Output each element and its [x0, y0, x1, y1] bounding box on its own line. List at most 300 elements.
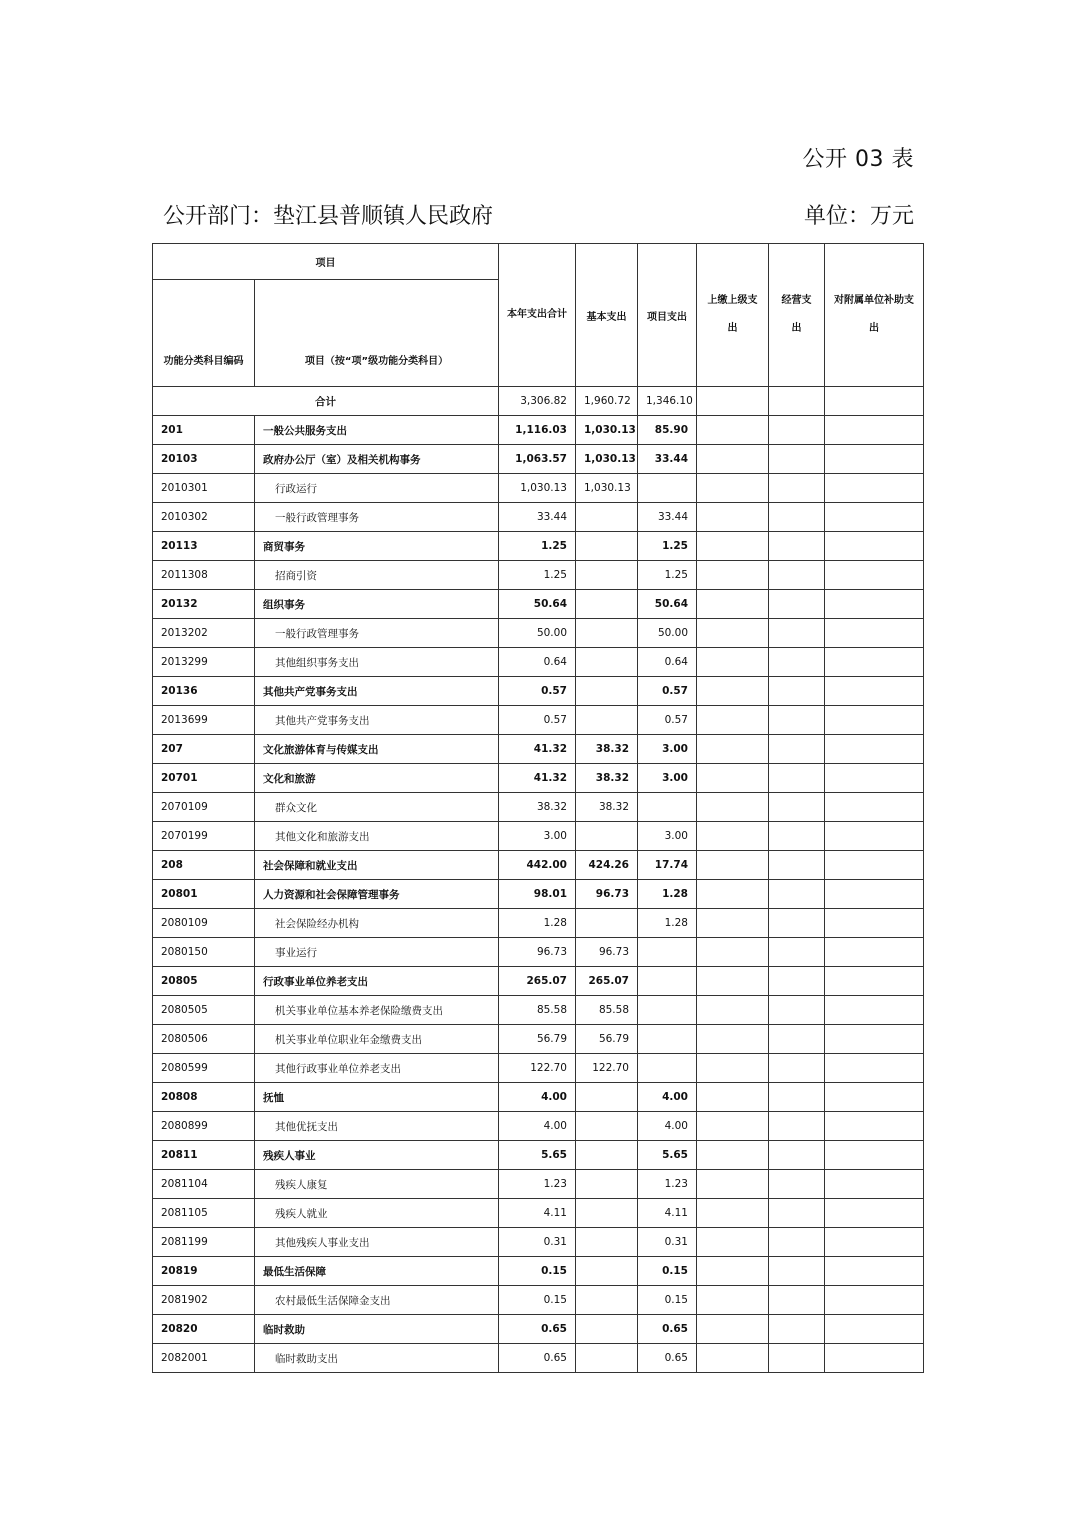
basic-cell: 1,030.13	[576, 474, 638, 503]
code-cell: 2070109	[153, 793, 255, 822]
business-cell	[769, 503, 825, 532]
business-cell	[769, 1025, 825, 1054]
name-cell: 机关事业单位基本养老保险缴费支出	[255, 996, 499, 1025]
code-cell: 2080150	[153, 938, 255, 967]
table-row	[153, 445, 924, 474]
table-row	[153, 1199, 924, 1228]
total-cell: 1.25	[499, 532, 576, 561]
table-row	[153, 793, 924, 822]
name-cell: 行政运行	[255, 474, 499, 503]
basic-cell: 38.32	[576, 793, 638, 822]
total-row	[153, 387, 924, 416]
table-row	[153, 1025, 924, 1054]
subsidy-cell	[825, 909, 924, 938]
business-cell	[769, 1112, 825, 1141]
subsidy-cell	[825, 764, 924, 793]
table-row	[153, 1083, 924, 1112]
name-cell: 文化旅游体育与传媒支出	[255, 735, 499, 764]
total-cell-business	[769, 387, 825, 416]
total-cell: 41.32	[499, 764, 576, 793]
code-cell: 20811	[153, 1141, 255, 1170]
code-cell: 20805	[153, 967, 255, 996]
subsidy-cell	[825, 1199, 924, 1228]
subsidy-cell	[825, 474, 924, 503]
header-upper: 上缴上级支出	[697, 244, 769, 387]
header-project-group: 项目	[153, 244, 499, 280]
subsidy-cell	[825, 996, 924, 1025]
table-row	[153, 1286, 924, 1315]
total-cell-upper	[697, 387, 769, 416]
project-cell	[638, 1025, 697, 1054]
business-cell	[769, 1257, 825, 1286]
basic-cell	[576, 1141, 638, 1170]
name-cell: 残疾人就业	[255, 1199, 499, 1228]
total-cell: 442.00	[499, 851, 576, 880]
business-cell	[769, 677, 825, 706]
table-row	[153, 1141, 924, 1170]
upper-cell	[697, 1112, 769, 1141]
basic-cell	[576, 1170, 638, 1199]
department-name: 公开部门：垫江县普顺镇人民政府	[163, 204, 494, 229]
basic-cell: 85.58	[576, 996, 638, 1025]
subsidy-cell	[825, 1257, 924, 1286]
name-cell: 抚恤	[255, 1083, 499, 1112]
business-cell	[769, 1170, 825, 1199]
header-business: 经营支出	[769, 244, 825, 387]
basic-cell: 1,030.13	[576, 445, 638, 474]
table-row	[153, 1315, 924, 1344]
upper-cell	[697, 503, 769, 532]
header-code: 功能分类科目编码	[153, 279, 255, 386]
subsidy-cell	[825, 1054, 924, 1083]
upper-cell	[697, 1315, 769, 1344]
business-cell	[769, 909, 825, 938]
upper-cell	[697, 967, 769, 996]
project-cell: 4.00	[638, 1112, 697, 1141]
basic-cell	[576, 532, 638, 561]
upper-cell	[697, 474, 769, 503]
subsidy-cell	[825, 735, 924, 764]
code-cell: 2010301	[153, 474, 255, 503]
upper-cell	[697, 793, 769, 822]
table-row	[153, 1112, 924, 1141]
name-cell: 其他共产党事务支出	[255, 677, 499, 706]
code-cell: 20808	[153, 1083, 255, 1112]
code-cell: 2011308	[153, 561, 255, 590]
basic-cell	[576, 503, 638, 532]
basic-cell: 38.32	[576, 735, 638, 764]
table-row	[153, 938, 924, 967]
basic-cell	[576, 1228, 638, 1257]
header-name: 项目（按“项”级功能分类科目）	[255, 279, 499, 386]
name-cell: 一般行政管理事务	[255, 503, 499, 532]
name-cell: 群众文化	[255, 793, 499, 822]
table-row	[153, 909, 924, 938]
business-cell	[769, 590, 825, 619]
basic-cell: 56.79	[576, 1025, 638, 1054]
total-cell: 0.31	[499, 1228, 576, 1257]
name-cell: 一般公共服务支出	[255, 416, 499, 445]
name-cell: 文化和旅游	[255, 764, 499, 793]
name-cell: 其他行政事业单位养老支出	[255, 1054, 499, 1083]
name-cell: 农村最低生活保障金支出	[255, 1286, 499, 1315]
business-cell	[769, 619, 825, 648]
name-cell: 其他文化和旅游支出	[255, 822, 499, 851]
basic-cell	[576, 1112, 638, 1141]
subsidy-cell	[825, 706, 924, 735]
code-cell: 207	[153, 735, 255, 764]
upper-cell	[697, 1286, 769, 1315]
upper-cell	[697, 1228, 769, 1257]
upper-cell	[697, 1025, 769, 1054]
subsidy-cell	[825, 1083, 924, 1112]
total-cell: 0.65	[499, 1315, 576, 1344]
code-cell: 20136	[153, 677, 255, 706]
total-cell-total: 3,306.82	[499, 387, 576, 416]
business-cell	[769, 1286, 825, 1315]
header-basic: 基本支出	[576, 244, 638, 387]
name-cell: 临时救助支出	[255, 1344, 499, 1373]
total-cell: 50.00	[499, 619, 576, 648]
upper-cell	[697, 1054, 769, 1083]
upper-cell	[697, 909, 769, 938]
code-cell: 2081105	[153, 1199, 255, 1228]
total-cell: 96.73	[499, 938, 576, 967]
upper-cell	[697, 996, 769, 1025]
business-cell	[769, 1141, 825, 1170]
total-cell-subsidy	[825, 387, 924, 416]
upper-cell	[697, 706, 769, 735]
project-cell: 50.00	[638, 619, 697, 648]
name-cell: 其他残疾人事业支出	[255, 1228, 499, 1257]
code-cell: 2010302	[153, 503, 255, 532]
subsidy-cell	[825, 851, 924, 880]
name-cell: 行政事业单位养老支出	[255, 967, 499, 996]
code-cell: 2013202	[153, 619, 255, 648]
table-row	[153, 590, 924, 619]
project-cell: 33.44	[638, 445, 697, 474]
upper-cell	[697, 822, 769, 851]
project-cell: 0.65	[638, 1344, 697, 1373]
business-cell	[769, 851, 825, 880]
project-cell	[638, 474, 697, 503]
business-cell	[769, 938, 825, 967]
subsidy-cell	[825, 1344, 924, 1373]
name-cell: 组织事务	[255, 590, 499, 619]
total-cell: 0.57	[499, 706, 576, 735]
subsidy-cell	[825, 880, 924, 909]
total-cell: 98.01	[499, 880, 576, 909]
basic-cell	[576, 909, 638, 938]
business-cell	[769, 1083, 825, 1112]
subsidy-cell	[825, 1141, 924, 1170]
total-cell: 4.11	[499, 1199, 576, 1228]
table-row	[153, 1257, 924, 1286]
project-cell: 1.28	[638, 909, 697, 938]
project-cell	[638, 938, 697, 967]
basic-cell	[576, 677, 638, 706]
project-cell: 0.15	[638, 1257, 697, 1286]
project-cell: 33.44	[638, 503, 697, 532]
business-cell	[769, 474, 825, 503]
basic-cell: 96.73	[576, 938, 638, 967]
subsidy-cell	[825, 416, 924, 445]
name-cell: 残疾人事业	[255, 1141, 499, 1170]
code-cell: 20820	[153, 1315, 255, 1344]
project-cell: 85.90	[638, 416, 697, 445]
basic-cell	[576, 619, 638, 648]
business-cell	[769, 996, 825, 1025]
total-cell: 1,030.13	[499, 474, 576, 503]
subsidy-cell	[825, 445, 924, 474]
business-cell	[769, 1228, 825, 1257]
code-cell: 2080899	[153, 1112, 255, 1141]
project-cell: 0.57	[638, 706, 697, 735]
basic-cell	[576, 1286, 638, 1315]
project-cell: 5.65	[638, 1141, 697, 1170]
project-cell	[638, 996, 697, 1025]
business-cell	[769, 735, 825, 764]
total-cell-basic: 1,960.72	[576, 387, 638, 416]
code-cell: 20819	[153, 1257, 255, 1286]
project-cell: 3.00	[638, 764, 697, 793]
name-cell: 人力资源和社会保障管理事务	[255, 880, 499, 909]
upper-cell	[697, 1344, 769, 1373]
table-row	[153, 822, 924, 851]
code-cell: 2080506	[153, 1025, 255, 1054]
name-cell: 招商引资	[255, 561, 499, 590]
business-cell	[769, 416, 825, 445]
code-cell: 2080505	[153, 996, 255, 1025]
total-cell: 38.32	[499, 793, 576, 822]
total-cell: 4.00	[499, 1083, 576, 1112]
subsidy-cell	[825, 1025, 924, 1054]
total-cell: 265.07	[499, 967, 576, 996]
basic-cell	[576, 1083, 638, 1112]
basic-cell: 122.70	[576, 1054, 638, 1083]
total-cell: 0.64	[499, 648, 576, 677]
project-cell: 3.00	[638, 822, 697, 851]
subsidy-cell	[825, 1286, 924, 1315]
name-cell: 事业运行	[255, 938, 499, 967]
name-cell: 机关事业单位职业年金缴费支出	[255, 1025, 499, 1054]
subsidy-cell	[825, 1112, 924, 1141]
upper-cell	[697, 764, 769, 793]
header-project: 项目支出	[638, 244, 697, 387]
project-cell: 17.74	[638, 851, 697, 880]
subsidy-cell	[825, 532, 924, 561]
table-row	[153, 880, 924, 909]
upper-cell	[697, 561, 769, 590]
project-cell	[638, 1054, 697, 1083]
total-label: 合计	[153, 387, 499, 416]
project-cell	[638, 793, 697, 822]
basic-cell	[576, 648, 638, 677]
form-number: 公开 03 表	[802, 147, 914, 172]
total-cell: 1,063.57	[499, 445, 576, 474]
name-cell: 残疾人康复	[255, 1170, 499, 1199]
upper-cell	[697, 851, 769, 880]
project-cell: 1.25	[638, 561, 697, 590]
header-subsidy: 对附属单位补助支出	[825, 244, 924, 387]
name-cell: 其他组织事务支出	[255, 648, 499, 677]
table-row	[153, 851, 924, 880]
upper-cell	[697, 1141, 769, 1170]
business-cell	[769, 793, 825, 822]
expenditure-table	[152, 243, 924, 1373]
basic-cell	[576, 1344, 638, 1373]
subsidy-cell	[825, 648, 924, 677]
business-cell	[769, 532, 825, 561]
code-cell: 2013699	[153, 706, 255, 735]
total-cell: 0.15	[499, 1286, 576, 1315]
upper-cell	[697, 1199, 769, 1228]
subsidy-cell	[825, 590, 924, 619]
upper-cell	[697, 1257, 769, 1286]
project-cell: 4.00	[638, 1083, 697, 1112]
code-cell: 2080599	[153, 1054, 255, 1083]
upper-cell	[697, 880, 769, 909]
upper-cell	[697, 1170, 769, 1199]
business-cell	[769, 1054, 825, 1083]
business-cell	[769, 967, 825, 996]
total-cell: 56.79	[499, 1025, 576, 1054]
subsidy-cell	[825, 822, 924, 851]
code-cell: 201	[153, 416, 255, 445]
table-row	[153, 416, 924, 445]
table-row	[153, 706, 924, 735]
basic-cell: 96.73	[576, 880, 638, 909]
project-cell: 50.64	[638, 590, 697, 619]
code-cell: 20103	[153, 445, 255, 474]
total-cell: 1.25	[499, 561, 576, 590]
code-cell: 2082001	[153, 1344, 255, 1373]
name-cell: 社会保障和就业支出	[255, 851, 499, 880]
business-cell	[769, 880, 825, 909]
project-cell: 0.65	[638, 1315, 697, 1344]
upper-cell	[697, 590, 769, 619]
business-cell	[769, 445, 825, 474]
subsidy-cell	[825, 793, 924, 822]
upper-cell	[697, 416, 769, 445]
table-row	[153, 735, 924, 764]
project-cell	[638, 967, 697, 996]
basic-cell	[576, 822, 638, 851]
basic-cell	[576, 590, 638, 619]
subsidy-cell	[825, 1228, 924, 1257]
total-cell: 3.00	[499, 822, 576, 851]
total-cell: 0.15	[499, 1257, 576, 1286]
subsidy-cell	[825, 938, 924, 967]
basic-cell: 424.26	[576, 851, 638, 880]
total-cell: 0.57	[499, 677, 576, 706]
name-cell: 一般行政管理事务	[255, 619, 499, 648]
basic-cell: 265.07	[576, 967, 638, 996]
project-cell: 1.25	[638, 532, 697, 561]
basic-cell	[576, 1199, 638, 1228]
code-cell: 20132	[153, 590, 255, 619]
table-row	[153, 1228, 924, 1257]
project-cell: 1.28	[638, 880, 697, 909]
name-cell: 商贸事务	[255, 532, 499, 561]
subsidy-cell	[825, 1170, 924, 1199]
project-cell: 0.15	[638, 1286, 697, 1315]
basic-cell	[576, 1315, 638, 1344]
project-cell: 0.31	[638, 1228, 697, 1257]
total-cell: 1.28	[499, 909, 576, 938]
total-cell: 122.70	[499, 1054, 576, 1083]
upper-cell	[697, 648, 769, 677]
table-row	[153, 1170, 924, 1199]
business-cell	[769, 1344, 825, 1373]
upper-cell	[697, 938, 769, 967]
header-total: 本年支出合计	[499, 244, 576, 387]
business-cell	[769, 764, 825, 793]
total-cell: 1.23	[499, 1170, 576, 1199]
project-cell: 1.23	[638, 1170, 697, 1199]
business-cell	[769, 648, 825, 677]
basic-cell	[576, 1257, 638, 1286]
subsidy-cell	[825, 503, 924, 532]
basic-cell	[576, 706, 638, 735]
name-cell: 临时救助	[255, 1315, 499, 1344]
code-cell: 2081104	[153, 1170, 255, 1199]
table-row	[153, 1054, 924, 1083]
table-row	[153, 619, 924, 648]
project-cell: 0.64	[638, 648, 697, 677]
unit-label: 单位：万元	[803, 204, 914, 229]
code-cell: 2080109	[153, 909, 255, 938]
table-row	[153, 764, 924, 793]
total-cell-project: 1,346.10	[638, 387, 697, 416]
total-cell: 33.44	[499, 503, 576, 532]
project-cell: 3.00	[638, 735, 697, 764]
basic-cell	[576, 561, 638, 590]
table-row	[153, 648, 924, 677]
total-cell: 0.65	[499, 1344, 576, 1373]
upper-cell	[697, 445, 769, 474]
upper-cell	[697, 677, 769, 706]
code-cell: 2013299	[153, 648, 255, 677]
name-cell: 其他共产党事务支出	[255, 706, 499, 735]
subsidy-cell	[825, 561, 924, 590]
total-cell: 50.64	[499, 590, 576, 619]
header-row-group	[153, 244, 924, 280]
code-cell: 2081902	[153, 1286, 255, 1315]
table-row	[153, 996, 924, 1025]
table-row	[153, 967, 924, 996]
subsidy-cell	[825, 967, 924, 996]
total-cell: 5.65	[499, 1141, 576, 1170]
project-cell: 0.57	[638, 677, 697, 706]
upper-cell	[697, 1083, 769, 1112]
business-cell	[769, 706, 825, 735]
total-cell: 85.58	[499, 996, 576, 1025]
table-row	[153, 532, 924, 561]
name-cell: 社会保险经办机构	[255, 909, 499, 938]
table-row	[153, 503, 924, 532]
code-cell: 2070199	[153, 822, 255, 851]
basic-cell: 1,030.13	[576, 416, 638, 445]
table-row	[153, 474, 924, 503]
subsidy-cell	[825, 677, 924, 706]
code-cell: 20801	[153, 880, 255, 909]
upper-cell	[697, 735, 769, 764]
table-row	[153, 561, 924, 590]
code-cell: 20113	[153, 532, 255, 561]
code-cell: 20701	[153, 764, 255, 793]
name-cell: 其他优抚支出	[255, 1112, 499, 1141]
